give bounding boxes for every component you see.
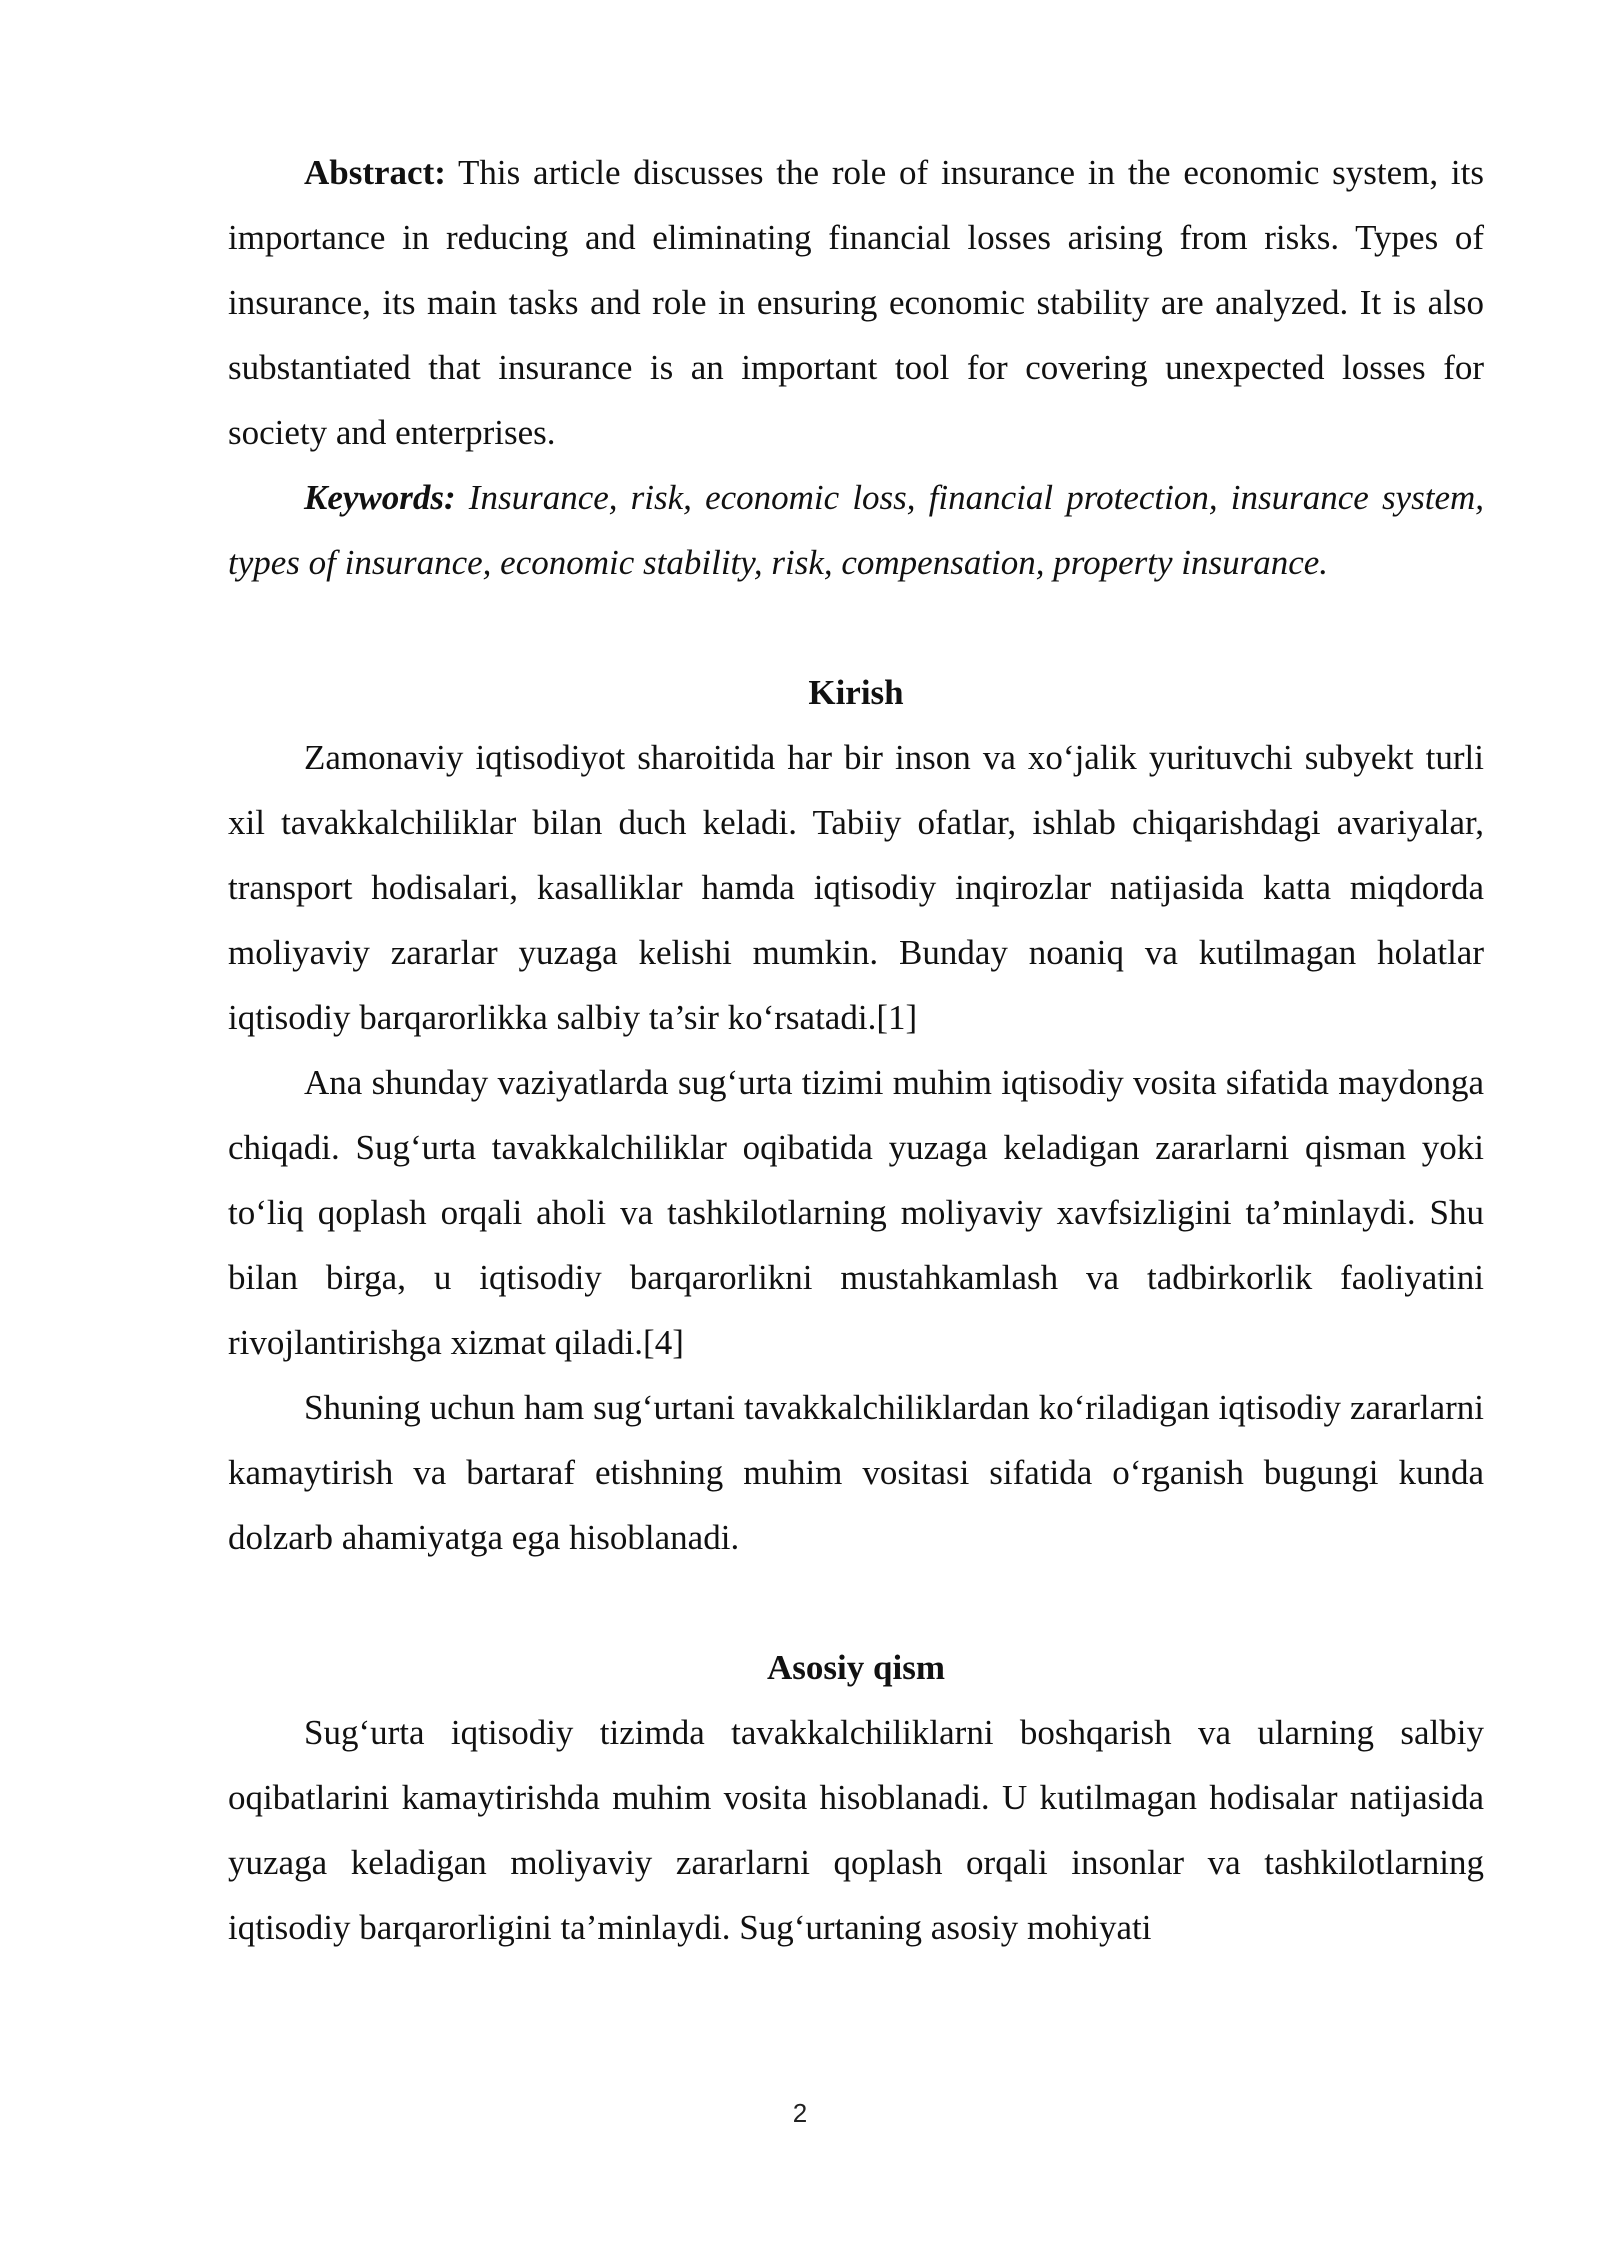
keywords-text: Insurance, risk, economic loss, financial protection, insurance system, types of insurance, economic stability, risk, compensation, property insurance. xyxy=(228,478,1484,582)
abstract-paragraph xyxy=(228,140,1484,465)
page-content xyxy=(228,140,1484,1960)
section-heading-main: Asosiy qism xyxy=(767,1648,945,1687)
section-spacer xyxy=(228,595,1484,660)
intro-paragraph-1: Zamonaviy iqtisodiyot sharoitida har bir inson va xo‘jalik yurituvchi subyekt turli xil tavakkalchiliklar bilan duch keladi. Tabiiy ofatlar, ishlab chiqarishdagi avariyalar, transport hodisalari, kasalliklar hamda iqtisodiy inqirozlar natijasida katta miqdorda moliyaviy zararlar yuzaga kelishi mumkin. Bunday noaniq va kutilmagan holatlar iqtisodiy barqarorlikka salbiy ta’sir ko‘rsatadi.[1] xyxy=(228,738,1484,1037)
intro-paragraph-2: Ana shunday vaziyatlarda sug‘urta tizimi muhim iqtisodiy vosita sifatida maydonga chiqadi. Sug‘urta tavakkalchiliklar oqibatida yuzaga keladigan zararlarni qisman yoki to‘liq qoplash orqali aholi va tashkilotlarning moliyaviy xavfsizligini ta’minlaydi. Shu bilan birga, u iqtisodiy barqarorlikni mustahkamlash va tadbirkorlik faoliyatini rivojlantirishga xizmat qiladi.[4] xyxy=(228,1063,1484,1362)
keywords-paragraph xyxy=(228,465,1484,595)
main-paragraph-1: Sug‘urta iqtisodiy tizimda tavakkalchiliklarni boshqarish va ularning salbiy oqibatlarini kamaytirishda muhim vosita hisoblanadi. U kutilmagan hodisalar natijasida yuzaga keladigan moliyaviy zararlarni qoplash orqali insonlar va tashkilotlarning iqtisodiy barqarorligini ta’minlaydi. Sug‘urtaning asosiy mohiyati xyxy=(228,1713,1484,1947)
intro-paragraph-3: Shuning uchun ham sug‘urtani tavakkalchiliklardan ko‘riladigan iqtisodiy zararlarni kamaytirish va bartaraf etishning muhim vositasi sifatida o‘rganish bugungi kunda dolzarb ahamiyatga ega hisoblanadi. xyxy=(228,1388,1484,1557)
abstract-text: This article discusses the role of insurance in the economic system, its importance in reducing and eliminating financial losses arising from risks. Types of insurance, its main tasks and role in ensuring economic stability are analyzed. It is also substantiated that insurance is an important tool for covering unexpected losses for society and enterprises. xyxy=(228,153,1484,452)
abstract-label: Abstract: xyxy=(304,153,446,192)
page-number: 2 xyxy=(792,2098,808,2128)
section-heading-intro: Kirish xyxy=(808,673,904,712)
keywords-label: Keywords: xyxy=(304,478,456,517)
section-spacer xyxy=(228,1570,1484,1635)
